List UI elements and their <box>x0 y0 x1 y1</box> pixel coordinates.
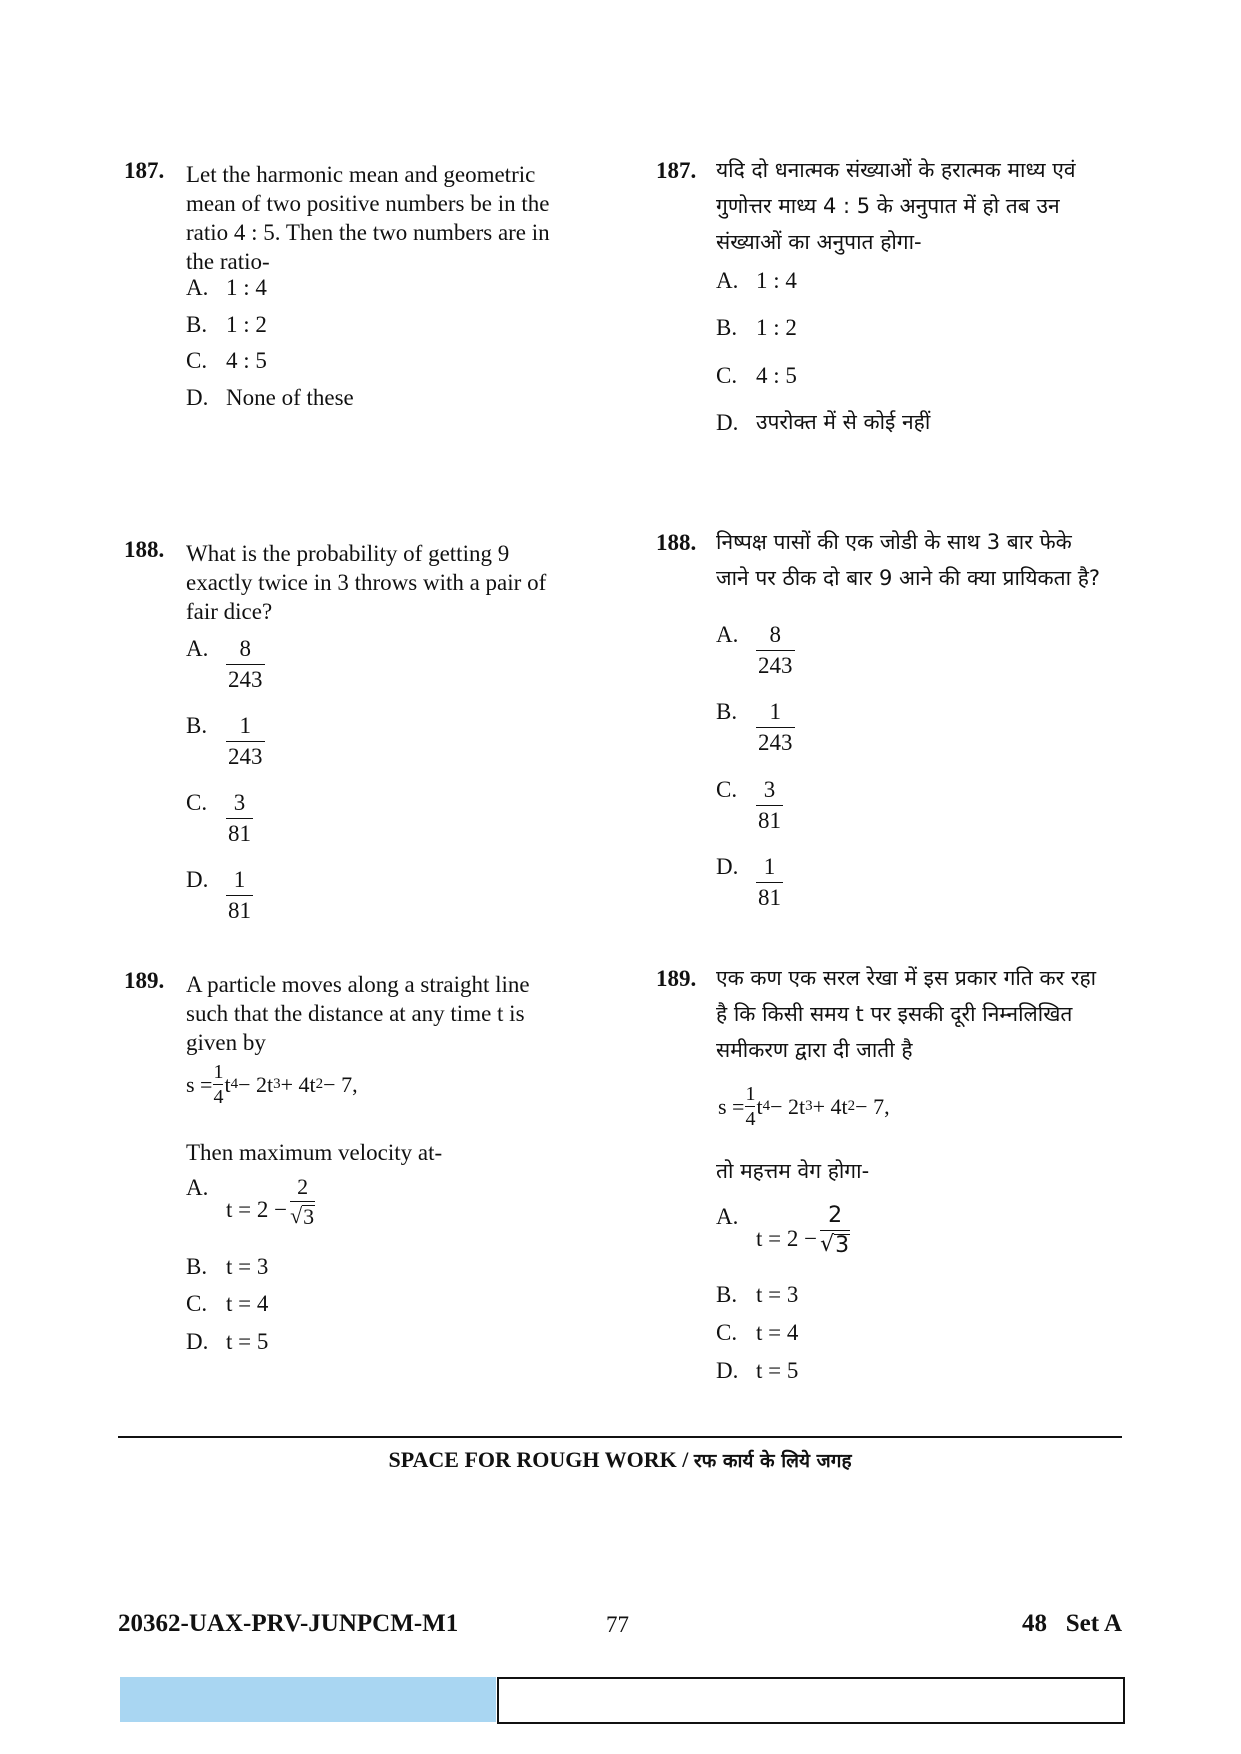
distance-equation: s = $\frac{1}{4}$ t 4 − 2t 3 + 4t 2 − 7, <box>186 1061 358 1108</box>
question-text: A particle moves along a straight line such that the distance at any time t is given by <box>186 972 530 1055</box>
option-d: D. t = 5 <box>186 1329 269 1354</box>
footer-color-bar <box>120 1677 496 1722</box>
option-d: D. उपरोक्त में से कोई नहीं <box>716 410 931 435</box>
question-text: एक कण एक सरल रेखा में इस प्रकार गति कर रहा है कि किसी समय t पर इसकी दूरी निम्नलिखित समीकरण द्वारा दी जाती है <box>716 966 1097 1062</box>
option-d: D. $\frac{1}{81}$ <box>716 852 783 913</box>
question-number: 188. <box>656 530 697 555</box>
option-c: C. $\frac{3}{81}$ <box>186 788 253 849</box>
question-number: 187. <box>656 158 697 183</box>
footer-empty-box <box>497 1677 1125 1724</box>
option-c: C. 4 : 5 <box>716 363 797 388</box>
option-a: A. 1 : 4 <box>186 275 267 300</box>
option-a: A. 1 : 4 <box>716 268 797 293</box>
option-a: A. $\frac{8}{243}$ <box>716 620 795 681</box>
option-b: B. 1 : 2 <box>186 312 267 337</box>
option-b: B. t = 3 <box>716 1282 799 1307</box>
set-label: 48 Set A <box>1022 1610 1122 1637</box>
question-text: यदि दो धनात्मक संख्याओं के हरात्मक माध्य एवं गुणोत्तर माध्य 4 : 5 के अनुपात में हो तब उन संख्याओं का अनुपात होगा- <box>716 158 1076 254</box>
option-b: B. 1 : 2 <box>716 315 797 340</box>
divider-line <box>118 1436 1122 1438</box>
distance-equation: s = $\frac{1}{4}$ t 4 − 2t 3 + 4t 2 − 7, <box>718 1083 890 1130</box>
option-a: A. t = 2 − 2 √ 3 <box>186 1174 315 1229</box>
option-d: D. None of these <box>186 385 354 410</box>
question-text-after: Then maximum velocity at- <box>186 1140 443 1165</box>
option-b: B. t = 3 <box>186 1254 269 1279</box>
question-number: 187. <box>124 158 165 183</box>
paper-code: 20362-UAX-PRV-JUNPCM-M1 <box>118 1610 459 1637</box>
option-a: A. $\frac{8}{243}$ <box>186 634 265 695</box>
rough-work-label: SPACE FOR ROUGH WORK / रफ कार्य के लिये जगह <box>388 1447 852 1472</box>
option-c: C. t = 4 <box>186 1291 269 1316</box>
question-number: 189. <box>656 966 697 991</box>
option-a: A. t = 2 − 2 √ 3 <box>716 1203 850 1258</box>
page-number: 77 <box>606 1612 629 1637</box>
option-c: C. t = 4 <box>716 1320 799 1345</box>
question-text: What is the probability of getting 9 exactly twice in 3 throws with a pair of fair dice? <box>186 541 547 624</box>
question-text: Let the harmonic mean and geometric mean of two positive numbers be in the ratio 4 : 5. Then the two numbers are in the ratio- <box>186 162 550 274</box>
option-c: C. 4 : 5 <box>186 348 267 373</box>
question-number: 189. <box>124 968 165 993</box>
option-d: D. t = 5 <box>716 1358 799 1383</box>
option-b: B. $\frac{1}{243}$ <box>186 711 265 772</box>
question-number: 188. <box>124 537 165 562</box>
question-text-after: तो महत्तम वेग होगा- <box>716 1159 870 1183</box>
option-b: B. $\frac{1}{243}$ <box>716 697 795 758</box>
question-text: निष्पक्ष पासों की एक जोडी के साथ 3 बार फेके जाने पर ठीक दो बार 9 आने की क्या प्रायिकता है? <box>716 530 1101 590</box>
option-d: D. $\frac{1}{81}$ <box>186 865 253 926</box>
option-c: C. $\frac{3}{81}$ <box>716 775 783 836</box>
